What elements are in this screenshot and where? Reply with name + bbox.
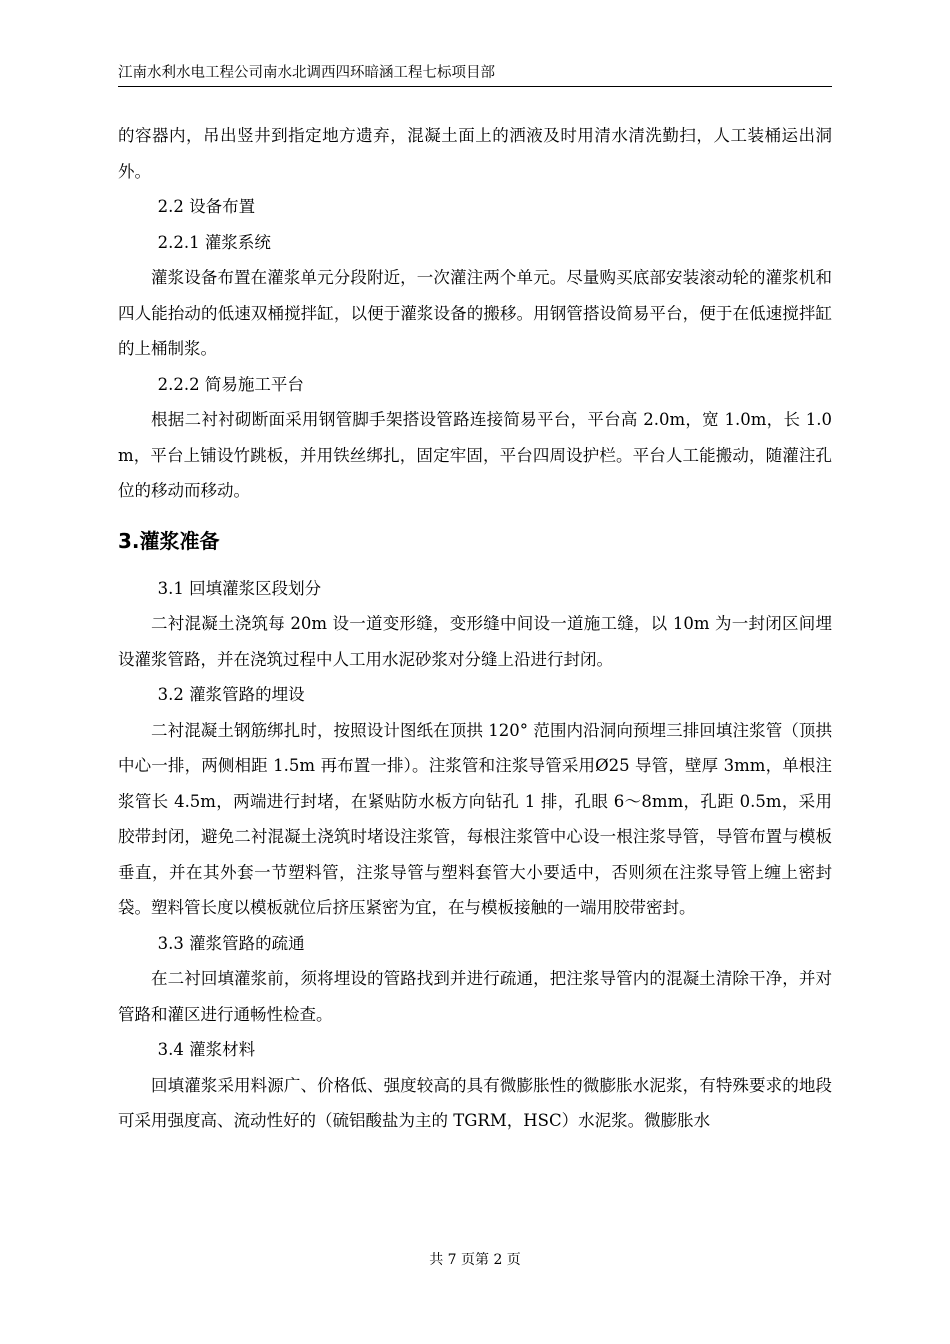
paragraph-construction-platform: 根据二衬衬砌断面采用钢管脚手架搭设管路连接简易平台，平台高 2.0m，宽 1.0m，长 1.0 m，平台上铺设竹跳板，并用铁丝绑扎，固定牢固，平台四周设护栏。平台人工能搬动，随灌注孔位的移动而移动。 (118, 410, 832, 500)
paragraph-continued: 的容器内，吊出竖井到指定地方遗弃，混凝土面上的洒液及时用清水清洗勤扫，人工装桶运出洞外。 (118, 126, 832, 181)
section-heading-3-3: 3.3 灌浆管路的疏通 (157, 933, 305, 953)
header-title: 江南水利水电工程公司南水北调西四环暗涵工程七标项目部 (118, 65, 495, 81)
page-number-label: 共 7 页第 2 页 (429, 1252, 521, 1268)
section-heading-3-1: 3.1 回填灌浆区段划分 (157, 578, 322, 598)
section-heading-3-4: 3.4 灌浆材料 (157, 1040, 256, 1059)
paragraph-grouting-system: 灌浆设备布置在灌浆单元分段附近，一次灌注两个单元。尽量购买底部安装滚动轮的灌浆机和四人能抬动的低速双桶搅拌缸，以便于灌浆设备的搬移。用钢管搭设简易平台，便于在低速搅拌缸的上桶制浆。 (118, 268, 832, 358)
section-heading-2-2-2: 2.2.2 简易施工平台 (157, 374, 304, 394)
paragraph-grouting-material: 回填灌浆采用料源广、价格低、强度较高的具有微膨胀性的微膨胀水泥浆，有特殊要求的地段可采用强度高、流动性好的（硫铝酸盐为主的 TGRM，HSC）水泥浆。微膨胀水 (118, 1075, 832, 1130)
paragraph-zone-division: 二衬混凝土浇筑每 20m 设一道变形缝，变形缝中间设一道施工缝，以 10m 为一封闭区间埋设灌浆管路，并在浇筑过程中人工用水泥砂浆对分缝上沿进行封闭。 (118, 614, 832, 669)
paragraph-pipe-clearing: 在二衬回填灌浆前，须将埋设的管路找到并进行疏通，把注浆导管内的混凝土清除干净，并对管路和灌区进行通畅性检查。 (118, 969, 832, 1024)
page-header (118, 64, 832, 87)
section-heading-2-2: 2.2 设备布置 (157, 197, 256, 216)
section-heading-2-2-1: 2.2.1 灌浆系统 (157, 232, 271, 252)
document-body (118, 118, 832, 1139)
section-heading-3-2: 3.2 灌浆管路的埋设 (157, 685, 305, 704)
chapter-heading-3: 3.灌浆准备 (118, 528, 220, 553)
page-footer (0, 1251, 950, 1269)
paragraph-pipe-embedding: 二衬混凝土钢筋绑扎时，按照设计图纸在顶拱 120° 范围内沿洞向预埋三排回填注浆管（顶拱中心一排，两侧相距 1.5m 再布置一排）。注浆管和注浆导管采用Ø25 导管，壁厚 3mm，单根注浆管长 4.5m，两端进行封堵，在紧贴防水板方向钻孔 1 排，孔眼 6～8mm，孔距 0.5m，采用胶带封闭，避免二衬混凝土浇筑时堵设注浆管，每根注浆管中心设一根注浆导管，导管布置与模板垂直，并在其外套一节塑料管，注浆导管与塑料套管大小要适中，否则须在注浆导管上缠上密封袋。塑料管长度以模板就位后挤压紧密为宜，在与模板接触的一端用胶带密封。 (118, 720, 832, 917)
